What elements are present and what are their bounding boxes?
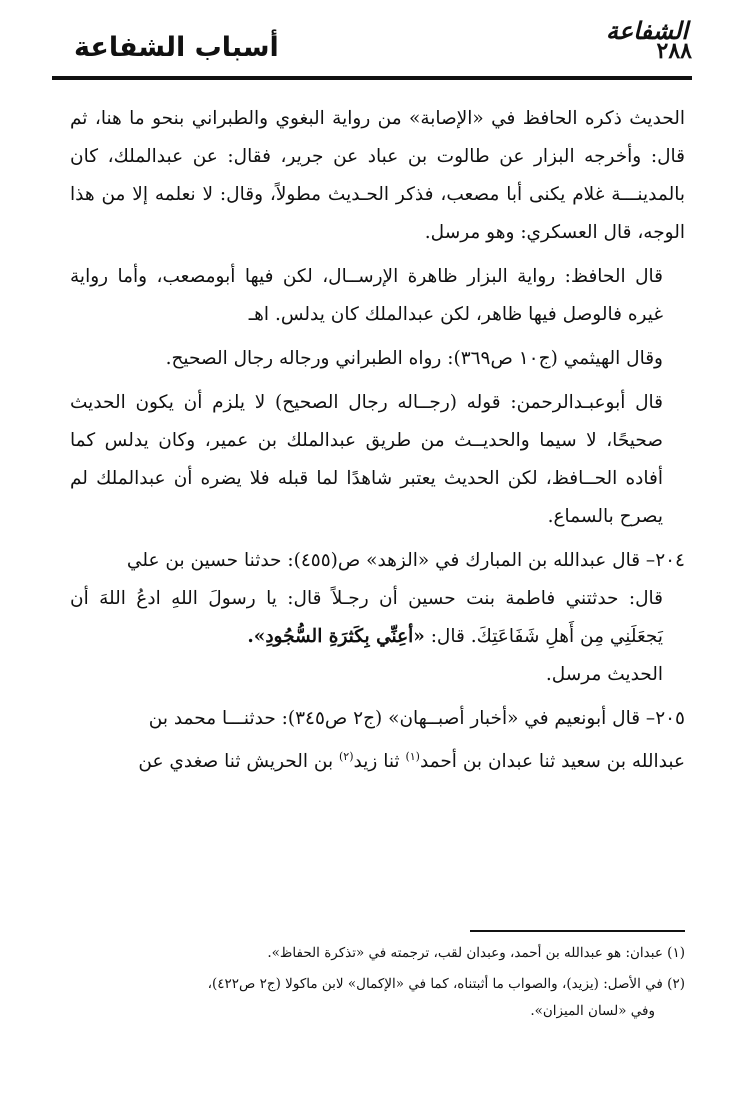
hadith-204 — [70, 542, 685, 694]
hadith-205 — [70, 700, 685, 781]
hadith-204-heading: ٢٠٤– قال عبدالله بن المبارك في «الزهد» ص(٤٥٥): حدثنا حسين بن علي — [126, 550, 685, 571]
footnote-separator — [470, 930, 685, 932]
running-title: أسباب الشفاعة — [74, 32, 279, 63]
page-number: ٢٨٨ — [656, 38, 692, 64]
hadith-205-part-c: بن الحريش ثنا صغدي عن — [138, 751, 339, 773]
footnote-2-continued: وفي «لسان الميزان». — [530, 1003, 655, 1019]
footnote-1: (١) عبدان: هو عبدالله بن أحمد، وعبدان لقب، ترجمته في «تذكرة الحفاظ». — [267, 945, 685, 961]
hadith-204-narration: قال: حدثتني فاطمة بنت حسين أن رجـلاً قال: يا رسولَ اللهِ ادعُ اللهَ أن يَجعَلَنِي مِن أَهلِ شَفَاعَتِكَ. قال: — [70, 588, 663, 647]
paragraph-hafiz-comment: قال الحافظ: رواية البزار ظاهرة الإرســال، لكن فيها أبومصعب، وأما رواية غيره فالوصل فيها ظاهر، لكن عبدالملك كان يدلس. اهـ — [70, 266, 663, 325]
hadith-204-quote: «أعِنِّي بِكَثرَةِ السُّجُودِ». — [247, 626, 425, 647]
hadith-205-part-b: ثنا زيد — [353, 751, 406, 773]
page-header — [52, 16, 692, 96]
header-ornament: الشفاعة — [605, 16, 688, 45]
hadith-204-text — [70, 580, 685, 656]
footnote-ref-1[interactable]: (١) — [405, 750, 420, 763]
paragraph-haythami: وقال الهيثمي (ج١٠ ص٣٦٩): رواه الطبراني ورجاله رجال الصحيح. — [165, 348, 663, 369]
paragraph-abu-abdurrahman: قال أبوعبـدالرحمن: قوله (رجــاله رجال الصحيح) لا يلزم أن يكون الحديث صحيحًا، لا سيما والحديــث من طريق عبدالملك بن عمير، وكان يدلس كما أفاده الحــافظ، لكن الحديث يعتبر شاهدًا لما قبله فلا يضره أن عبدالملك لم يصرح بالسماع. — [70, 392, 663, 527]
hadith-205-text — [70, 738, 685, 781]
footnote-2: (٢) في الأصل: (يزيد)، والصواب ما أثبتناه، كما في «الإكمال» لابن ماكولا (ج٢ ص٤٢٢)، — [207, 976, 685, 992]
header-rule — [52, 76, 692, 80]
hadith-205-heading: ٢٠٥– قال أبونعيم في «أخبار أصبــهان» (ج٢ ص٣٤٥): حدثنـــا محمد بن — [148, 708, 685, 729]
main-text — [70, 100, 685, 787]
hadith-204-grade: الحديث مرسل. — [545, 664, 663, 685]
paragraph-hafiz-isaba: الحديث ذكره الحافظ في «الإصابة» من رواية البغوي والطبراني بنحو ما هنا، ثم قال: وأخرجه البزار عن طالوت بن عباد عن جرير، فقال: عن عبدالملك، كان بالمدينـــة غلام يكنى أبا مصعب، فذكر الحـديث مطولاً، وقال: لا نعلمه إلا من هذا الوجه، قال العسكري: وهو مرسل. — [70, 108, 685, 243]
footnote-ref-2[interactable]: (٢) — [339, 750, 354, 763]
footnotes — [70, 940, 685, 1029]
hadith-205-part-a: عبدالله بن سعيد ثنا عبدان بن أحمد — [419, 751, 685, 773]
